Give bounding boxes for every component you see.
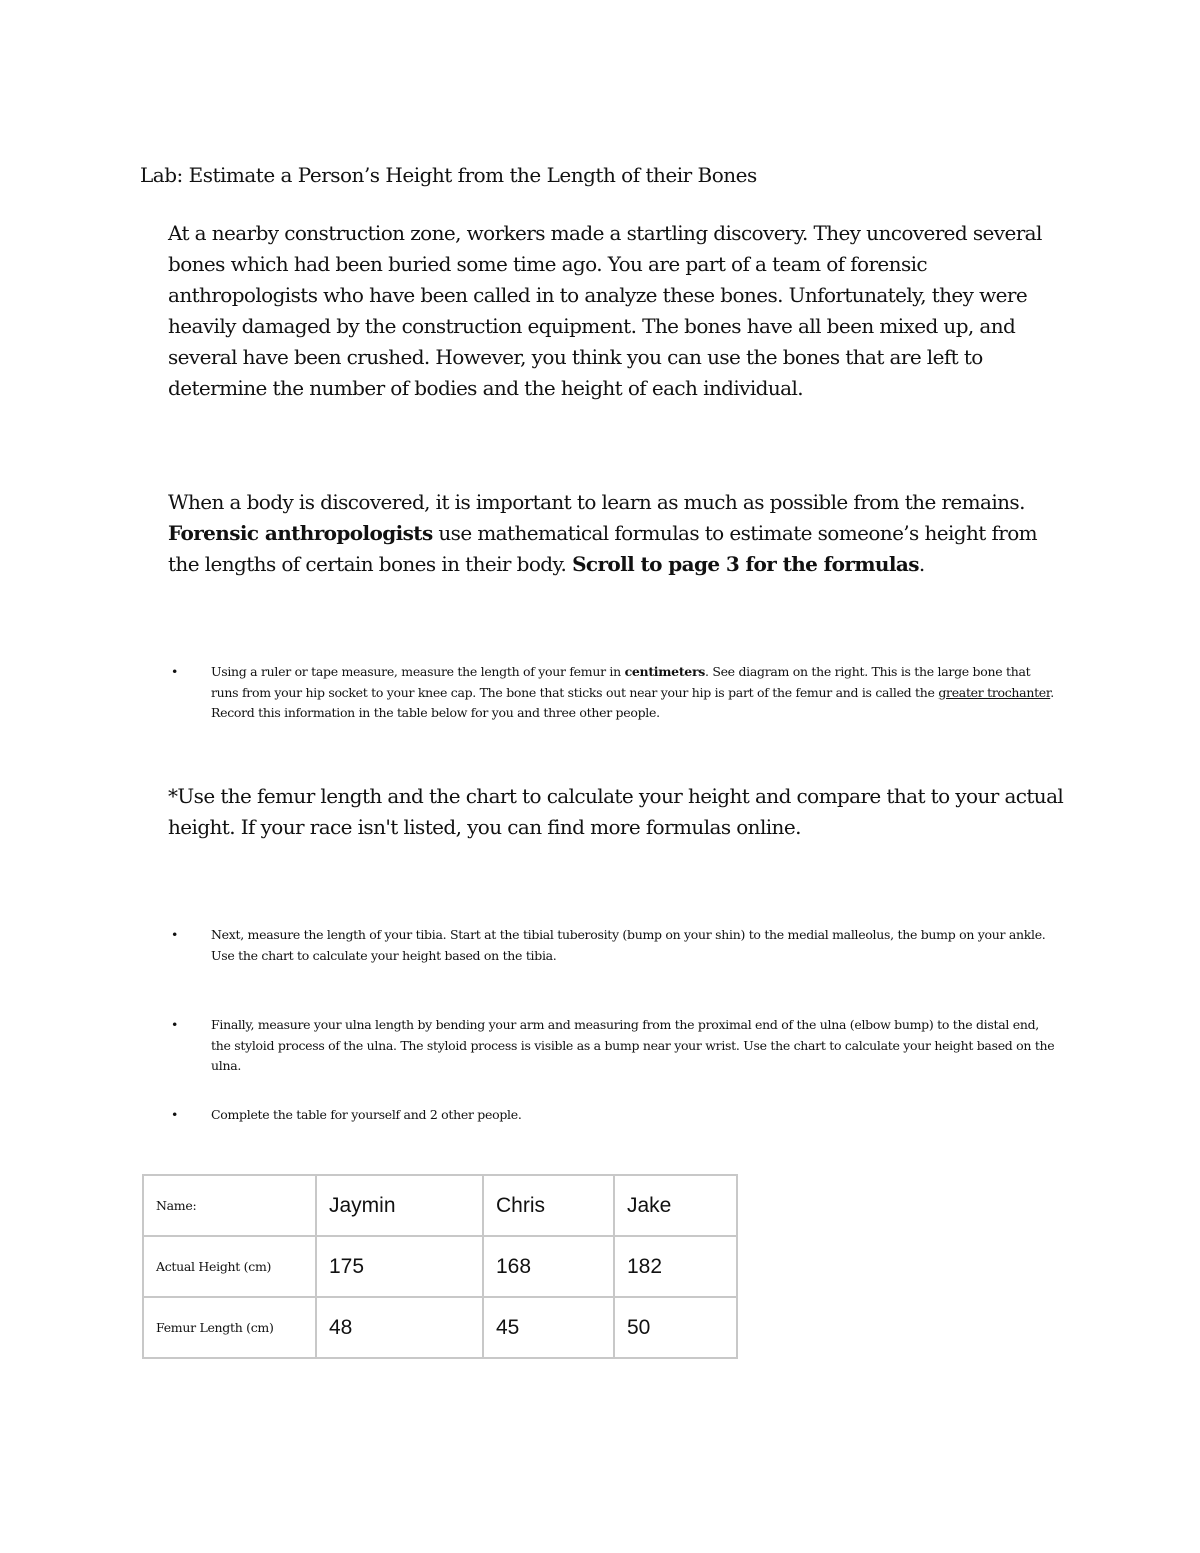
scroll-instruction: Scroll to page 3 for the formulas	[572, 552, 919, 576]
forensic-paragraph-start: When a body is discovered, it is important to learn as much as possible from the remains.	[168, 490, 1025, 514]
table-cell: 168	[483, 1236, 614, 1297]
table-row	[143, 1297, 737, 1358]
forensic-paragraph	[168, 487, 1068, 580]
table-cell: 175	[316, 1236, 483, 1297]
greater-trochanter-term: greater trochanter	[938, 684, 1051, 700]
bullet-ulna	[171, 1015, 1071, 1077]
forensic-paragraph-end: .	[918, 552, 925, 576]
bullet-tibia	[171, 925, 1071, 966]
bullet-dot: •	[171, 1107, 179, 1122]
bullet-dot: •	[171, 927, 179, 942]
bullet-femur-part1: Using a ruler or tape measure, measure the length of your femur in	[211, 664, 621, 679]
bullet-femur	[171, 662, 1071, 724]
forensic-anthropologists-term: Forensic anthropologists	[168, 521, 433, 545]
bullet-ulna-text: Finally, measure your ulna length by bending your arm and measuring from the proximal end of the ulna (elbow bump) to the distal end, the styloid process of the ulna. The styloid process is visible as a bump near your wrist. Use the chart to calculate your height based on the ulna.	[211, 1017, 1055, 1073]
bullet-dot: •	[171, 664, 179, 679]
forensic-paragraph-middle: use mathematical formulas to estimate someone’s height from the lengths of certain bones in their body.	[168, 521, 1038, 576]
table-row	[143, 1175, 737, 1236]
measurement-table	[142, 1174, 738, 1359]
bullet-femur-text	[211, 662, 1061, 724]
table-row-label: Actual Height (cm)	[143, 1236, 316, 1297]
table-row	[143, 1236, 737, 1297]
table-cell: 50	[614, 1297, 737, 1358]
femur-note: *Use the femur length and the chart to calculate your height and compare that to your actual height. If your race isn't listed, you can find more formulas online.	[168, 784, 1064, 839]
table-cell: 45	[483, 1297, 614, 1358]
bullet-complete-table	[171, 1105, 1071, 1126]
bullet-dot: •	[171, 1017, 179, 1032]
bullet-femur-part2: . See diagram on the right. This is the large bone that runs from your hip socket to your knee cap. The bone that sticks out near your hip is part of the femur and is called the	[211, 664, 1031, 700]
table-cell: Chris	[483, 1175, 614, 1236]
bullet-femur-part3: . Record this information in the table below for you and three other people.	[211, 684, 1054, 720]
table-row-label: Name:	[143, 1175, 316, 1236]
table-row-label: Femur Length (cm)	[143, 1297, 316, 1358]
bullet-complete-table-text: Complete the table for yourself and 2 other people.	[211, 1107, 522, 1122]
centimeters-term: centimeters	[624, 664, 705, 679]
page-title: Lab: Estimate a Person’s Height from the Length of their Bones	[140, 163, 757, 187]
table-cell: 48	[316, 1297, 483, 1358]
intro-paragraph: At a nearby construction zone, workers made a startling discovery. They uncovered several bones which had been buried some time ago. You are part of a team of forensic anthropologists who have been called in to analyze these bones. Unfortunately, they were heavily damaged by the construction equipment. The bones have all been mixed up, and several have been crushed. However, you think you can use the bones that are left to determine the number of bodies and the height of each individual.	[168, 221, 1042, 400]
table-cell: 182	[614, 1236, 737, 1297]
bullet-tibia-text: Next, measure the length of your tibia. Start at the tibial tuberosity (bump on your shin) to the medial malleolus, the bump on your ankle. Use the chart to calculate your height based on the tibia.	[211, 927, 1046, 963]
table-cell: Jaymin	[316, 1175, 483, 1236]
table-cell: Jake	[614, 1175, 737, 1236]
